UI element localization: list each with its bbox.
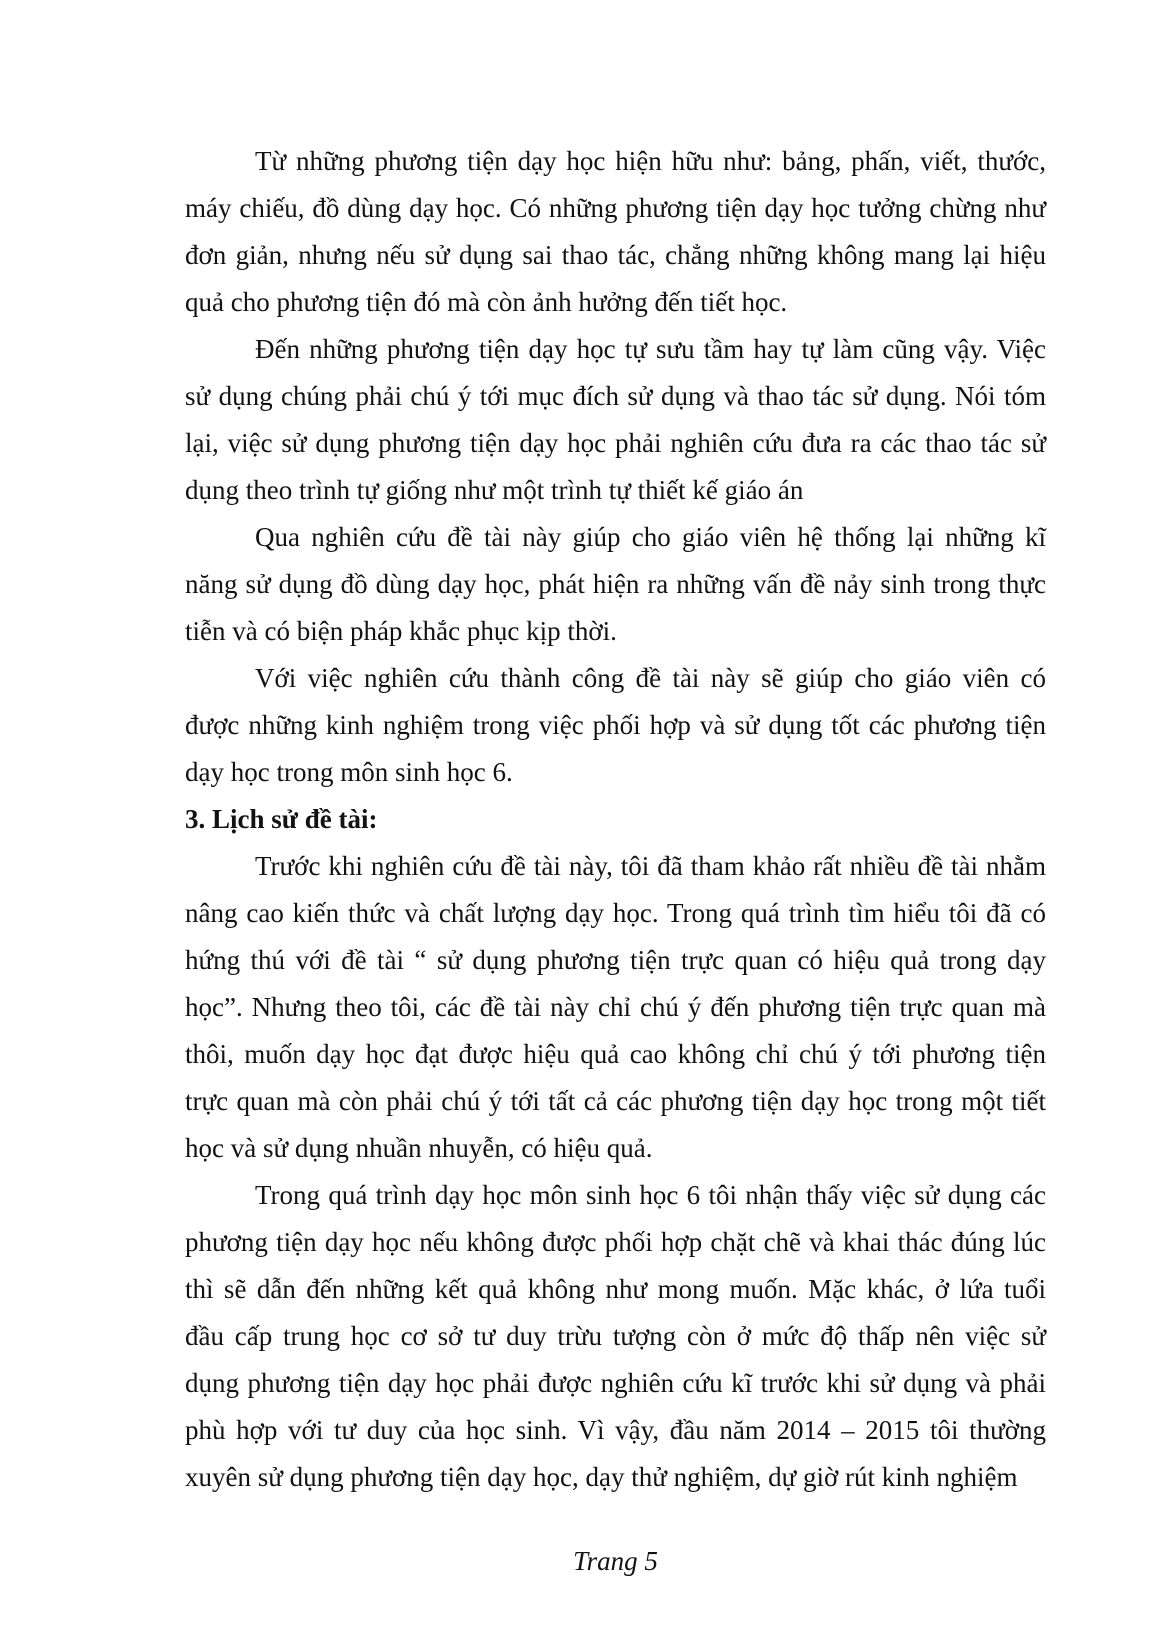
text-line: năng sử dụng đồ dùng dạy học, phát hiện ra những vấn đề nảy sinh trong thực — [185, 569, 1046, 599]
text-line: học và sử dụng nhuần nhuyễn, có hiệu quả. — [185, 1133, 653, 1163]
text-line: được những kinh nghiệm trong việc phối hợp và sử dụng tốt các phương tiện — [185, 710, 1046, 740]
text-line: Trước khi nghiên cứu đề tài này, tôi đã tham khảo rất nhiều đề tài nhằm — [255, 851, 1046, 881]
text-line: xuyên sử dụng phương tiện dạy học, dạy thử nghiệm, dự giờ rút kinh nghiệm — [185, 1462, 1018, 1492]
text-line: sử dụng chúng phải chú ý tới mục đích sử dụng và thao tác sử dụng. Nói tóm — [185, 381, 1046, 411]
text-line: phương tiện dạy học nếu không được phối hợp chặt chẽ và khai thác đúng lúc — [185, 1227, 1046, 1257]
text-line: nâng cao kiến thức và chất lượng dạy học. Trong quá trình tìm hiểu tôi đã có — [185, 898, 1046, 928]
text-line: tiễn và có biện pháp khắc phục kịp thời. — [185, 616, 617, 646]
text-line: dụng theo trình tự giống như một trình tự thiết kế giáo án — [185, 475, 804, 505]
text-line: máy chiếu, đồ dùng dạy học. Có những phương tiện dạy học tưởng chừng như — [185, 193, 1046, 223]
text-line: quả cho phương tiện đó mà còn ảnh hưởng đến tiết học. — [185, 287, 788, 317]
section-heading — [185, 796, 1046, 843]
paragraph — [185, 138, 1046, 326]
text-line: phù hợp với tư duy của học sinh. Vì vậy, đầu năm 2014 – 2015 tôi thường — [185, 1415, 1046, 1445]
text-line: lại, việc sử dụng phương tiện dạy học phải nghiên cứu đưa ra các thao tác sử — [185, 428, 1046, 458]
page-number: Trang 5 — [573, 1546, 658, 1576]
section-heading-text: 3. Lịch sử đề tài: — [185, 804, 378, 834]
text-line: hứng thú với đề tài “ sử dụng phương tiện trực quan có hiệu quả trong dạy — [185, 945, 1046, 975]
text-line: dạy học trong môn sinh học 6. — [185, 757, 513, 787]
paragraph — [185, 843, 1046, 1172]
paragraph — [185, 655, 1046, 796]
paragraph — [185, 514, 1046, 655]
text-line: thôi, muốn dạy học đạt được hiệu quả cao không chỉ chú ý tới phương tiện — [185, 1039, 1046, 1069]
text-line: Từ những phương tiện dạy học hiện hữu như: bảng, phấn, viết, thước, — [255, 146, 1046, 176]
text-line: học”. Nhưng theo tôi, các đề tài này chỉ chú ý đến phương tiện trực quan mà — [185, 992, 1046, 1022]
paragraph — [185, 1172, 1046, 1501]
text-line: đơn giản, nhưng nếu sử dụng sai thao tác, chẳng những không mang lại hiệu — [185, 240, 1046, 270]
text-line: dụng phương tiện dạy học phải được nghiên cứu kĩ trước khi sử dụng và phải — [185, 1368, 1046, 1398]
text-line: thì sẽ dẫn đến những kết quả không như mong muốn. Mặc khác, ở lứa tuổi — [185, 1274, 1046, 1304]
text-line: Với việc nghiên cứu thành công đề tài này sẽ giúp cho giáo viên có — [255, 663, 1046, 693]
document-content — [185, 138, 1046, 1501]
paragraph — [185, 326, 1046, 514]
text-line: đầu cấp trung học cơ sở tư duy trừu tượng còn ở mức độ thấp nên việc sử — [185, 1321, 1046, 1351]
text-line: Đến những phương tiện dạy học tự sưu tầm hay tự làm cũng vậy. Việc — [255, 334, 1046, 364]
text-line: Trong quá trình dạy học môn sinh học 6 tôi nhận thấy việc sử dụng các — [255, 1180, 1046, 1210]
text-line: Qua nghiên cứu đề tài này giúp cho giáo viên hệ thống lại những kĩ — [255, 522, 1046, 552]
page-footer — [185, 1538, 1046, 1585]
text-line: trực quan mà còn phải chú ý tới tất cả các phương tiện dạy học trong một tiết — [185, 1086, 1046, 1116]
